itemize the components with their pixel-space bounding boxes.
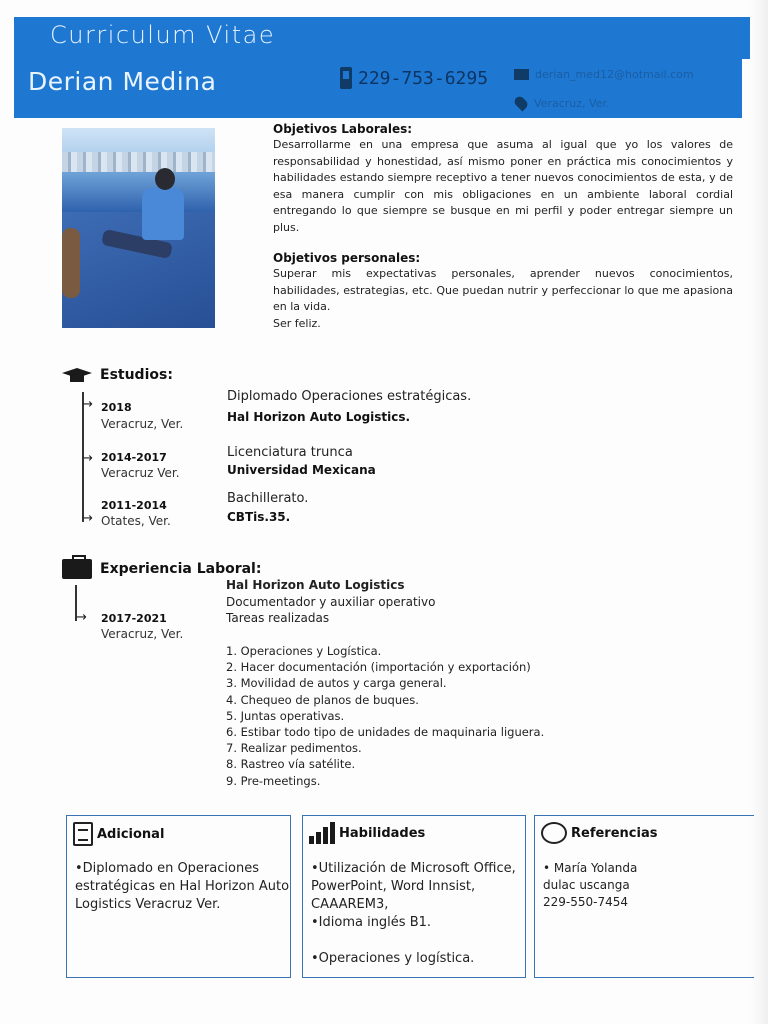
phone-contact [340, 67, 488, 89]
labor-objectives-title: Objetivos Laborales: [273, 122, 413, 136]
study-title: Diplomado Operaciones estratégicas. [227, 389, 472, 404]
studies-heading [62, 366, 173, 384]
experience-tasks-label: Tareas realizadas [226, 611, 330, 625]
title-banner [14, 17, 750, 59]
additional-label: Adicional [97, 826, 165, 842]
experience-role: Documentador y auxiliar operativo [226, 595, 436, 609]
document-title: Curriculum Vitae [50, 21, 276, 49]
growth-chart-icon [309, 822, 335, 844]
experience-heading [62, 559, 261, 579]
task-item: 9. Pre-meetings. [226, 773, 321, 788]
skill-item: •Idioma inglés B1. [311, 915, 432, 930]
skill-item: •Utilización de Microsoft Office, PowerPoint, Word Innsist, CAAAREM3, [311, 861, 516, 912]
experience-label: Experiencia Laboral: [100, 561, 262, 577]
study-place: Veracruz Ver. [101, 466, 180, 480]
skills-box [302, 815, 526, 978]
task-item: 4. Chequeo de planos de buques. [226, 692, 419, 707]
envelope-icon [514, 69, 529, 80]
task-item: 6. Estibar todo tipo de unidades de maquinaria liguera. [226, 725, 545, 740]
study-title: Bachillerato. [227, 491, 309, 506]
study-year: 2011-2014 [101, 499, 167, 512]
personal-objectives-title: Objetivos personales: [273, 251, 421, 265]
references-heading [541, 822, 657, 844]
study-institution: Hal Horizon Auto Logistics. [227, 410, 411, 424]
study-institution: CBTis.35. [227, 510, 291, 524]
additional-heading [73, 822, 164, 846]
task-item: 1. Operaciones y Logística. [226, 644, 382, 658]
references-box [534, 815, 754, 978]
arrow-right-icon: → [82, 511, 93, 526]
study-title: Licenciatura trunca [227, 445, 353, 460]
study-place: Otates, Ver. [101, 514, 171, 528]
task-item: 3. Movilidad de autos y carga general. [226, 676, 447, 691]
study-year: 2018 [101, 401, 132, 414]
labor-objectives [273, 122, 733, 236]
additional-text: •Diplomado en Operaciones estratégicas en Hal Horizon Auto Logistics Veracruz Ver. [75, 861, 290, 912]
task-item: 7. Realizar pedimentos. [226, 741, 362, 756]
certificate-icon [73, 822, 93, 846]
arrow-right-icon: → [76, 610, 87, 625]
task-item: 5. Juntas operativas. [226, 708, 345, 723]
study-place: Veracruz, Ver. [101, 417, 184, 431]
arrow-right-icon: → [82, 397, 93, 412]
candidate-name: Derian Medina [28, 67, 217, 96]
skill-item: •Operaciones y logística. [311, 951, 475, 966]
email-contact [514, 68, 694, 81]
speech-bubble-icon [541, 822, 567, 844]
experience-place: Veracruz, Ver. [101, 627, 184, 641]
profile-photo [62, 128, 215, 328]
arrow-right-icon: → [82, 451, 93, 466]
skills-heading [309, 822, 425, 844]
references-label: Referencias [571, 825, 658, 841]
tasks-list [226, 643, 544, 789]
skills-list [311, 860, 525, 968]
skills-label: Habilidades [339, 825, 426, 841]
personal-objectives-text: Superar mis expectativas personales, aprender nuevos conocimientos, habilidades, estrategias, etc. Que puedan nutrir y perfeccionar lo que me apasiona en la vida. [273, 267, 733, 313]
reference-surname: dulac uscanga [543, 878, 630, 892]
additional-box [66, 815, 291, 978]
reference-name: • María Yolanda [543, 861, 638, 875]
graduation-cap-icon [62, 366, 92, 384]
location-contact [514, 96, 609, 110]
personal-objectives [273, 251, 733, 332]
experience-year: 2017-2021 [101, 612, 167, 625]
location-pin-icon [513, 95, 530, 112]
labor-objectives-text: Desarrollarme en una empresa que asuma al igual que yo los valores de responsabilidad y honestidad, así mismo poner en práctica mis conocimientos y habilidades estando siempre receptivo a tener nuevos conocimientos de esta, y de esa manera cumplir con mis obligaciones en un ambiente laboral cordial entregando lo que siempre se busque en mi perfil y poder entregar siempre un plus. [273, 138, 733, 234]
experience-company: Hal Horizon Auto Logistics [226, 578, 405, 592]
personal-objectives-extra: Ser feliz. [273, 316, 321, 330]
reference-entry [543, 860, 637, 911]
email-address: derian_med12@hotmail.com [535, 68, 694, 81]
task-item: 2. Hacer documentación (importación y exportación) [226, 660, 531, 675]
location-text: Veracruz, Ver. [534, 96, 610, 110]
study-year: 2014-2017 [101, 451, 167, 464]
contact-banner [14, 59, 742, 118]
briefcase-icon [62, 559, 92, 579]
study-institution: Universidad Mexicana [227, 463, 376, 477]
phone-number: 229-753-6295 [358, 67, 489, 89]
task-item: 8. Rastreo vía satélite. [226, 757, 356, 772]
reference-phone: 229-550-7454 [543, 895, 629, 909]
phone-icon [340, 67, 352, 89]
studies-label: Estudios: [100, 367, 173, 383]
